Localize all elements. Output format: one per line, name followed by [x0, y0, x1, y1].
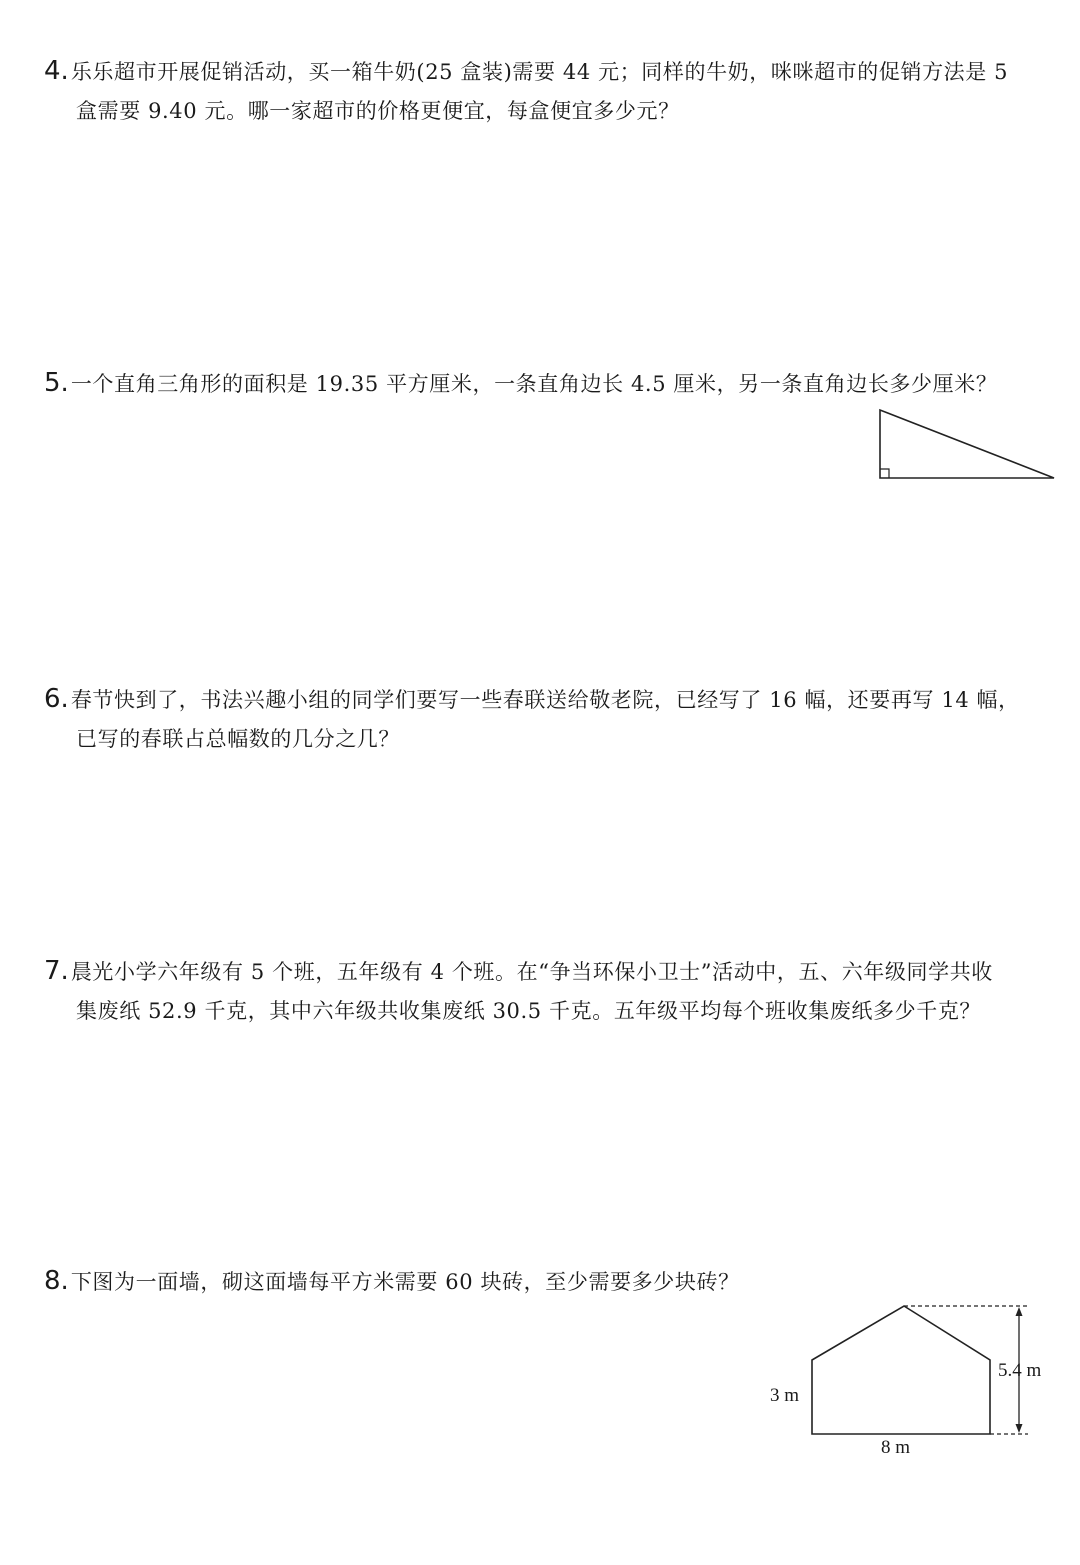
problem-6-line-2: 已写的春联占总幅数的几分之几？	[76, 727, 400, 751]
problem-number: 5.	[44, 368, 69, 398]
problem-text: 一个直角三角形的面积是 19.35 平方厘米，一条直角边长 4.5 厘米，另一条直角边长多少厘米？	[70, 372, 998, 396]
arrow-down-icon	[1016, 1424, 1023, 1433]
problem-7-line-1	[44, 956, 993, 987]
problem-6-line-1	[44, 684, 1020, 715]
problem-4-line-1	[44, 56, 1008, 87]
wall-side-label: 3 m	[770, 1385, 800, 1406]
problem-5-line-1	[44, 368, 997, 399]
problem-7-line-2: 集废纸 52.9 千克，其中六年级共收集废纸 30.5 千克。五年级平均每个班收集废纸多少千克？	[76, 999, 982, 1023]
problem-text: 下图为一面墙，砌这面墙每平方米需要 60 块砖，至少需要多少块砖？	[70, 1270, 740, 1294]
problem-4-line-2: 盒需要 9.40 元。哪一家超市的价格更便宜，每盒便宜多少元？	[76, 99, 680, 123]
problem-text: 乐乐超市开展促销活动，买一箱牛奶(25 盒装)需要 44 元；同样的牛奶，咪咪超市的促销方法是 5	[70, 60, 1009, 84]
wall-outline	[812, 1306, 990, 1434]
arrow-up-icon	[1016, 1307, 1023, 1316]
right-triangle	[880, 410, 1054, 478]
right-triangle-figure	[870, 402, 1065, 486]
problem-number: 8.	[44, 1266, 69, 1296]
right-angle-mark	[880, 469, 889, 478]
wall-height-label: 5.4 m	[998, 1360, 1042, 1381]
wall-base-label: 8 m	[881, 1437, 911, 1458]
problem-number: 7.	[44, 956, 69, 986]
problem-text: 春节快到了，书法兴趣小组的同学们要写一些春联送给敬老院，已经写了 16 幅，还要再写 14 幅，	[70, 688, 1020, 712]
problem-text: 晨光小学六年级有 5 个班，五年级有 4 个班。在“争当环保小卫士”活动中，五、六年级同学共收	[70, 960, 993, 984]
problem-8-line-1	[44, 1266, 740, 1297]
problem-number: 6.	[44, 684, 69, 714]
problem-number: 4.	[44, 56, 69, 86]
